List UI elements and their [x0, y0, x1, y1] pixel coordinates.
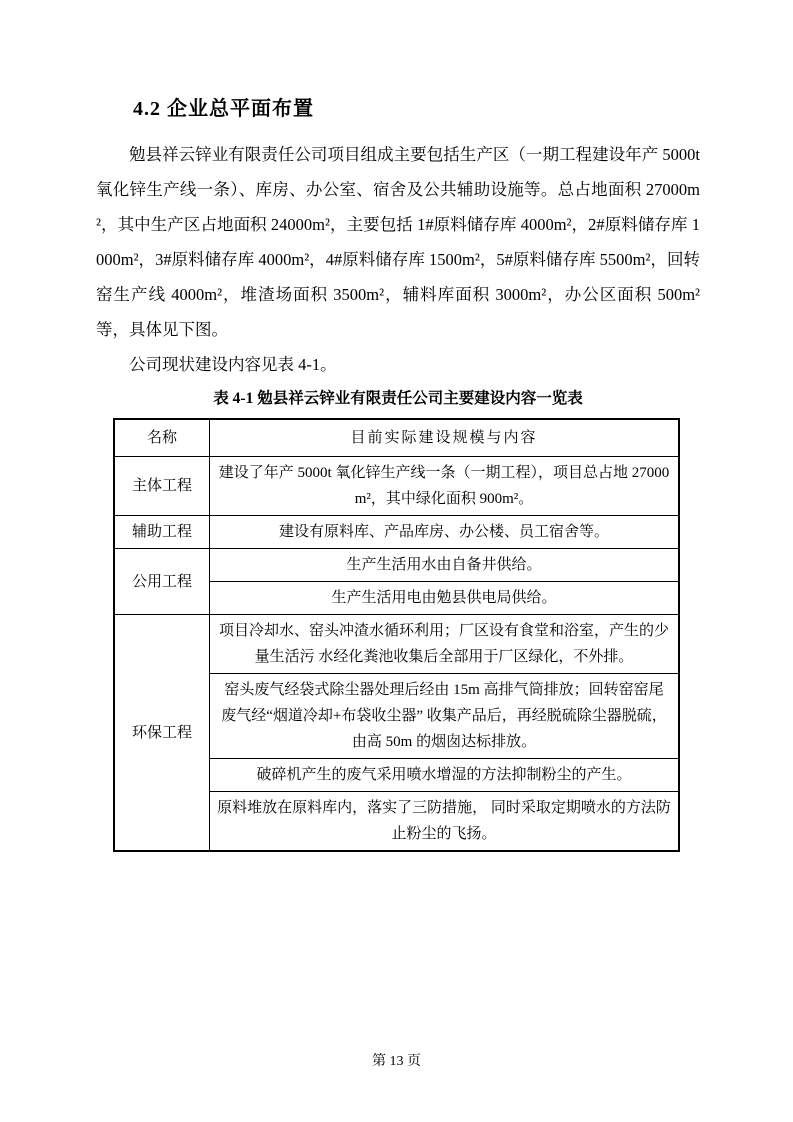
table-cell: 项目冷却水、窑头冲渣水循环利用；厂区设有食堂和浴室，产生的少量生活污 水经化粪池收集后全部用于厂区绿化，不外排。	[210, 615, 680, 674]
body-paragraph-table-reference: 公司现状建设内容见表 4-1。	[129, 355, 337, 374]
table-header-row	[114, 419, 679, 457]
table-caption: 表 4-1 勉县祥云锌业有限责任公司主要建设内容一览表	[213, 390, 583, 407]
table-row	[114, 615, 679, 674]
row-label-public-works: 公用工程	[114, 549, 210, 615]
table-row	[114, 549, 679, 582]
body-paragraph-overview: 勉县祥云锌业有限责任公司项目组成主要包括生产区（一期工程建设年产 5000t 氧化锌生产线一条）、库房、办公室、宿舍及公共辅助设施等。总占地面积 27000m²，其中生产区占地面积 24000m²，主要包括 1#原料储存库 4000m²，2#原料储存库 1000m²，3#原料储存库 4000m²，4#原料储存库 1500m²，5#原料储存库 5500m²，回转窑生产线 4000m²，堆渣场面积 3500m²，辅料库面积 3000m²，办公区面积 500m²等，具体见下图。	[96, 145, 700, 339]
page-number-footer: 第 13 页	[372, 1054, 421, 1069]
table-header-name: 名称	[114, 419, 210, 457]
table-cell: 生产生活用水由自备井供给。	[210, 549, 680, 582]
table-cell: 破碎机产生的废气采用喷水增湿的方法抑制粉尘的产生。	[210, 759, 680, 792]
table-row	[114, 457, 679, 516]
construction-content-table	[113, 418, 680, 852]
section-heading: 4.2 企业总平面布置	[133, 98, 314, 120]
table-row	[114, 516, 679, 549]
row-label-auxiliary-project: 辅助工程	[114, 516, 210, 549]
table-cell: 生产生活用电由勉县供电局供给。	[210, 582, 680, 615]
table-cell: 建设有原料库、产品库房、办公楼、员工宿舍等。	[210, 516, 680, 549]
table-cell: 建设了年产 5000t 氧化锌生产线一条（一期工程），项目总占地 27000m²，其中绿化面积 900m²。	[210, 457, 680, 516]
row-label-environmental-project: 环保工程	[114, 615, 210, 852]
table-cell: 窑头废气经袋式除尘器处理后经由 15m 高排气筒排放；回转窑窑尾废气经“烟道冷却+布袋收尘器” 收集产品后，再经脱硫除尘器脱硫，由高 50m 的烟囱达标排放。	[210, 674, 680, 759]
table-cell: 原料堆放在原料库内，落实了三防措施， 同时采取定期喷水的方法防止粉尘的飞扬。	[210, 792, 680, 852]
row-label-main-project: 主体工程	[114, 457, 210, 516]
table-header-content: 目前实际建设规模与内容	[210, 419, 680, 457]
